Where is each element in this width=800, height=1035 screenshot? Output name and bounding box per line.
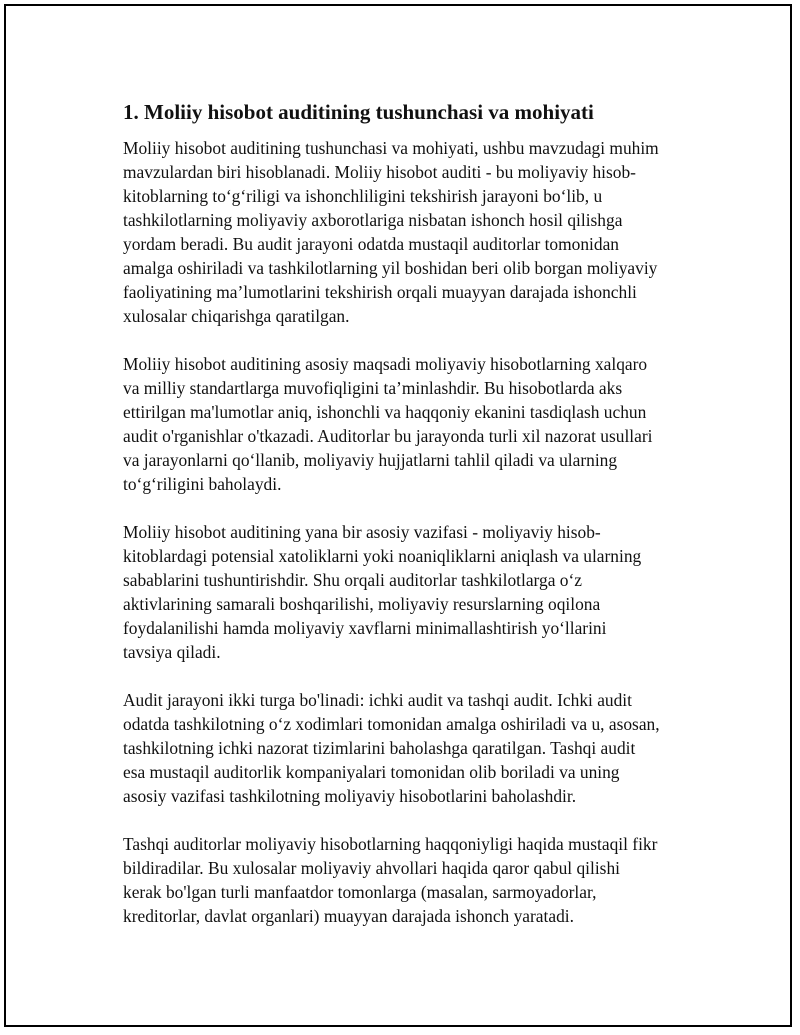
text-line: faoliyatining ma’lumotlarini tekshirish orqali muayyan darajada ishonchli [123, 282, 637, 302]
paragraph-4 [123, 688, 699, 808]
text-line: audit o'rganishlar o'tkazadi. Auditorlar bu jarayonda turli xil nazorat usullari [123, 426, 653, 446]
section-heading: 1. Moliiy hisobot auditining tushunchasi va mohiyati [123, 100, 594, 124]
text-line: esa mustaqil auditorlik kompaniyalari tomonidan olib boriladi va uning [123, 762, 620, 782]
text-line: yordam beradi. Bu audit jarayoni odatda mustaqil auditorlar tomonidan [123, 234, 619, 254]
text-line: tashkilotning ichki nazorat tizimlarini baholashga qaratilgan. Tashqi audit [123, 738, 636, 758]
text-line: to‘g‘riligini baholaydi. [123, 474, 282, 494]
text-line: odatda tashkilotning o‘z xodimlari tomonidan amalga oshiriladi va u, asosan, [123, 714, 660, 734]
text-line: kerak bo'lgan turli manfaatdor tomonlarga (masalan, sarmoyadorlar, [123, 882, 597, 902]
text-line: kreditorlar, davlat organlari) muayyan darajada ishonch yaratadi. [123, 906, 574, 926]
text-line: Moliiy hisobot auditining yana bir asosiy vazifasi - moliyaviy hisob- [123, 522, 601, 542]
text-line: kitoblarning to‘g‘riligi va ishonchliligini tekshirish jarayoni bo‘lib, u [123, 186, 603, 206]
text-line: Moliiy hisobot auditining tushunchasi va mohiyati, ushbu mavzudagi muhim [123, 138, 659, 158]
paragraph-5 [123, 832, 699, 928]
text-line: amalga oshiriladi va tashkilotlarning yil boshidan beri olib borgan moliyaviy [123, 258, 658, 278]
text-line: Moliiy hisobot auditining asosiy maqsadi moliyaviy hisobotlarning xalqaro [123, 354, 648, 374]
document-page [4, 4, 792, 1027]
text-line: Audit jarayoni ikki turga bo'linadi: ichki audit va tashqi audit. Ichki audit [123, 690, 632, 710]
document-body [119, 98, 699, 952]
text-line: foydalanilishi hamda moliyaviy xavflarni minimallashtirish yo‘llarini [123, 618, 607, 638]
paragraph-2 [123, 352, 699, 496]
paragraph-3 [123, 520, 699, 664]
text-line: bildiradilar. Bu xulosalar moliyaviy ahvollari haqida qaror qabul qilishi [123, 858, 620, 878]
text-line: va milliy standartlarga muvofiqligini ta’minlashdir. Bu hisobotlarda aks [123, 378, 623, 398]
text-line: asosiy vazifasi tashkilotning moliyaviy hisobotlarini baholashdir. [123, 786, 577, 806]
text-line: sabablarini tushuntirishdir. Shu orqali auditorlar tashkilotlarga o‘z [123, 570, 582, 590]
text-line: xulosalar chiqarishga qaratilgan. [123, 306, 350, 326]
text-line: va jarayonlarni qo‘llanib, moliyaviy hujjatlarni tahlil qiladi va ularning [123, 450, 618, 470]
text-line: tavsiya qiladi. [123, 642, 221, 662]
text-line: tashkilotlarning moliyaviy axborotlariga nisbatan ishonch hosil qilishga [123, 210, 623, 230]
paragraph-1 [123, 136, 699, 328]
text-line: mavzulardan biri hisoblanadi. Moliiy hisobot auditi - bu moliyaviy hisob- [123, 162, 636, 182]
text-line: kitoblardagi potensial xatoliklarni yoki noaniqliklarni aniqlash va ularning [123, 546, 642, 566]
text-line: Tashqi auditorlar moliyaviy hisobotlarning haqqoniyligi haqida mustaqil fikr [123, 834, 658, 854]
text-line: ettirilgan ma'lumotlar aniq, ishonchli va haqqoniy ekanini tasdiqlash uchun [123, 402, 647, 422]
text-line: aktivlarining samarali boshqarilishi, moliyaviy resurslarning oqilona [123, 594, 601, 614]
